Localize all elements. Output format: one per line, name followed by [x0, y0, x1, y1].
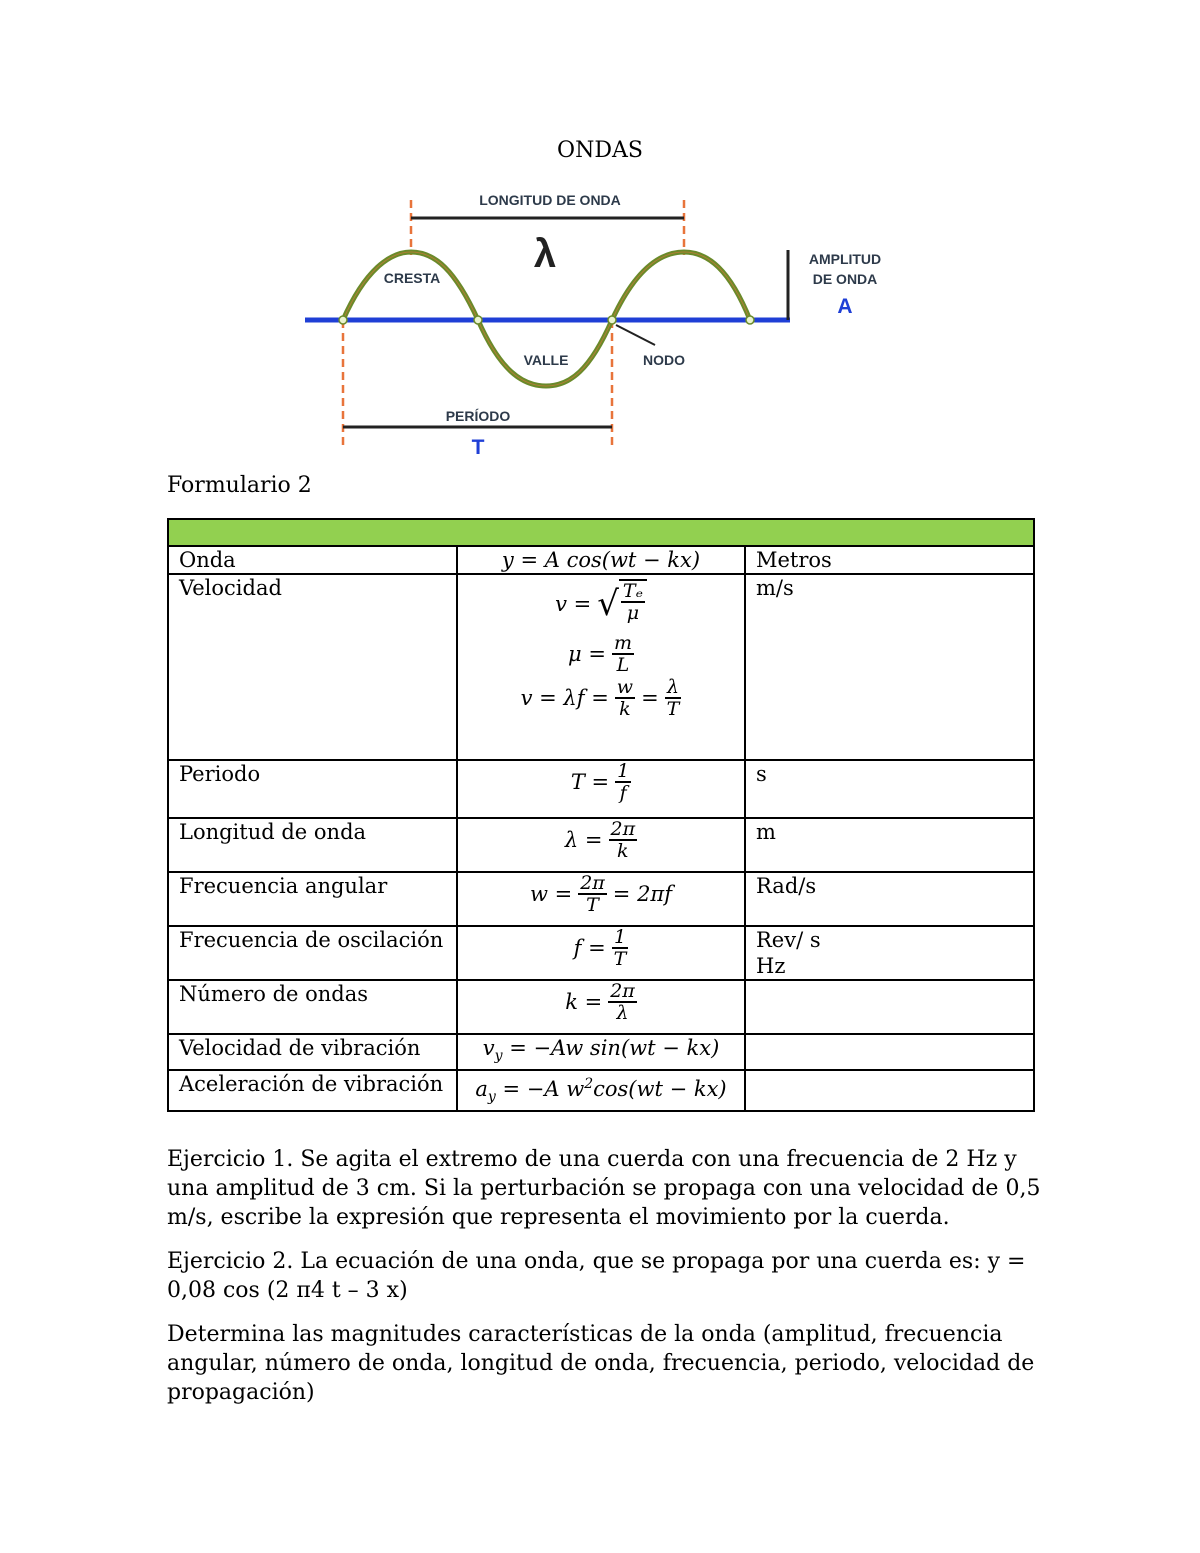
wavelength-symbol: λ [533, 232, 557, 276]
exercise-1: Ejercicio 1. Se agita el extremo de una cuerda con una frecuencia de 2 Hz y una amplitud de 3 cm. Si la perturbación se propaga con una velocidad de 0,5 m/s, escribe la expresión que representa el movimiento por la cuerda. [167, 1147, 1041, 1230]
table-row [168, 1034, 1034, 1070]
node-point [474, 316, 482, 324]
row-name: Velocidad de vibración [168, 1034, 457, 1070]
page-title: ONDAS [557, 138, 643, 163]
table-header-row [168, 519, 1034, 546]
node-point [608, 316, 616, 324]
row-formula: v = √ $\frac{\text{Tₑ}}{\mu}$ μ = $\frac{m}{L}$ v = λf = $\frac{w}{k}$ = $\frac{\lambda}{T}$ [457, 574, 745, 760]
row-unit: s [745, 760, 1034, 818]
period-label: PERÍODO [445, 408, 511, 424]
amplitude-label-1: AMPLITUD [808, 251, 882, 267]
table-header-cell [168, 519, 1034, 546]
crest-label: CRESTA [383, 270, 441, 286]
row-formula: $a_y = -A$ $w^2\cos(wt - kx)$ [457, 1070, 745, 1111]
row-unit [745, 1070, 1034, 1111]
row-formula: $v_y = -Aw$ sin(wt − kx) [457, 1034, 745, 1070]
exercise-2-task: Determina las magnitudes características de la onda (amplitud, frecuencia angular, número de onda, longitud de onda, frecuencia, periodo, velocidad de propagación) [167, 1322, 1035, 1405]
row-formula: k = $\frac{2\pi}{\lambda}$ [457, 980, 745, 1034]
row-unit: Metros [745, 546, 1034, 574]
amplitude-symbol: A [837, 295, 853, 318]
row-name: Longitud de onda [168, 818, 457, 872]
row-unit: Rev/ s Hz [745, 926, 1034, 980]
period-symbol: T [471, 436, 485, 459]
table-row [168, 980, 1034, 1034]
node-point [746, 316, 754, 324]
row-unit: m/s [745, 574, 1034, 760]
row-name: Frecuencia angular [168, 872, 457, 926]
form-label: Formulario 2 [167, 473, 312, 498]
exercise-2: Ejercicio 2. La ecuación de una onda, que se propaga por una cuerda es: y = 0,08 cos (2 π4 t – 3 x) [167, 1249, 1026, 1303]
table-row [168, 1070, 1034, 1111]
row-unit [745, 1034, 1034, 1070]
node-label: NODO [643, 352, 685, 368]
table-row [168, 926, 1034, 980]
row-unit: m [745, 818, 1034, 872]
row-name: Número de ondas [168, 980, 457, 1034]
wavelength-label: LONGITUD DE ONDA [479, 192, 621, 208]
table-row [168, 818, 1034, 872]
wave-diagram [300, 185, 900, 460]
row-formula: f = $\frac{1}{T}$ [457, 926, 745, 980]
node-point [339, 316, 347, 324]
table-row [168, 760, 1034, 818]
row-name: Frecuencia de oscilación [168, 926, 457, 980]
row-name: Aceleración de vibración [168, 1070, 457, 1111]
table-row [168, 574, 1034, 760]
amplitude-label-2: DE ONDA [812, 271, 878, 287]
formula-table [167, 518, 1035, 1112]
trough-label: VALLE [523, 352, 569, 368]
table-row [168, 872, 1034, 926]
node-pointer [616, 325, 655, 345]
row-unit [745, 980, 1034, 1034]
table-row [168, 546, 1034, 574]
row-name: Onda [168, 546, 457, 574]
row-formula: w = $\frac{2\pi}{T}$ = 2πf [457, 872, 745, 926]
row-unit: Rad/s [745, 872, 1034, 926]
row-name: Velocidad [168, 574, 457, 760]
row-formula: T = $\frac{1}{f}$ [457, 760, 745, 818]
row-formula: λ = $\frac{2\pi}{k}$ [457, 818, 745, 872]
row-formula: y = A cos(wt − kx) [457, 546, 745, 574]
row-name: Periodo [168, 760, 457, 818]
